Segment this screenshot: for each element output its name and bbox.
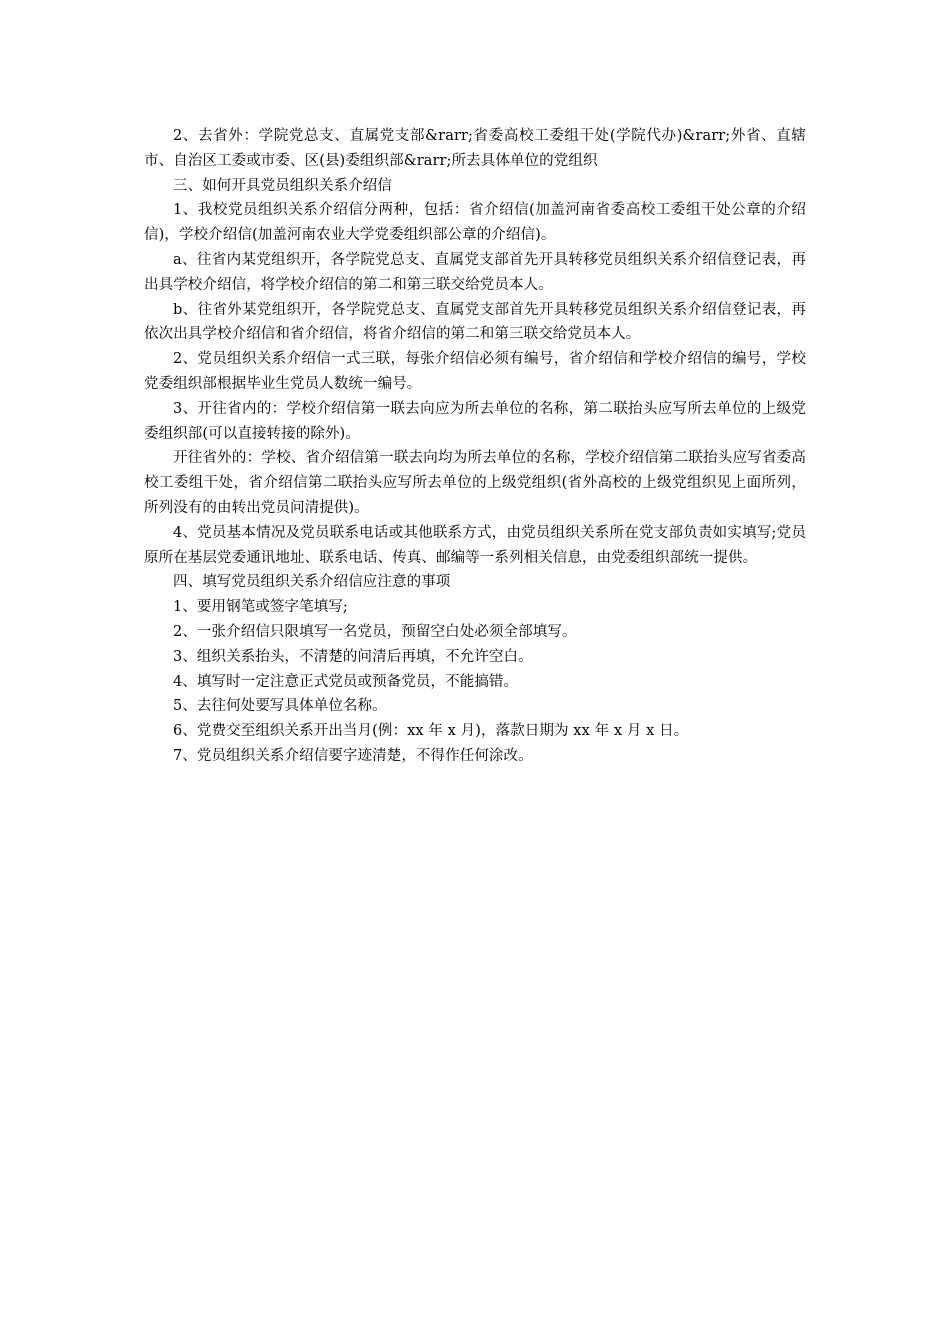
paragraph-issue-within-province: 3、开往省内的：学校介绍信第一联去向应为所去单位的名称，第二联抬头应写所去单位的上级党委组织部(可以直接转接的除外)。 bbox=[144, 400, 806, 442]
paragraph-contact-info: 4、党员基本情况及党员联系电话或其他联系方式，由党员组织关系所在党支部负责如实填写;党员原所在基层党委通讯地址、联系电话、传真、邮编等一系列相关信息，由党委组织部统一提供。 bbox=[144, 524, 806, 566]
paragraph-within-province: a、往省内某党组织开，各学院党总支、直属党支部首先开具转移党员组织关系介绍信登记表，再出具学校介绍信，将学校介绍信的第二和第三联交给党员本人。 bbox=[144, 251, 806, 293]
list-item-note-5: 5、去往何处要写具体单位名称。 bbox=[173, 698, 387, 715]
list-item-note-2: 2、一张介绍信只限填写一名党员，预留空白处必须全部填写。 bbox=[173, 623, 577, 640]
section-heading-how-to-issue: 三、如何开具党员组织关系介绍信 bbox=[173, 177, 392, 194]
paragraph-triplicate-numbering: 2、党员组织关系介绍信一式三联，每张介绍信必须有编号，省介绍信和学校介绍信的编号，学校党委组织部根据毕业生党员人数统一编号。 bbox=[144, 351, 806, 392]
list-item-note-7: 7、党员组织关系介绍信要字迹清楚，不得作任何涂改。 bbox=[173, 747, 533, 764]
paragraph-letter-types: 1、我校党员组织关系介绍信分两种，包括：省介绍信(加盖河南省委高校工委组干处公章的介绍信)，学校介绍信(加盖河南农业大学党委组织部公章的介绍信)。 bbox=[144, 202, 806, 244]
list-item-note-6: 6、党费交至组织关系开出当月(例：xx 年 x 月)，落款日期为 xx 年 x 月 x 日。 bbox=[173, 723, 689, 740]
paragraph-route-out-of-province: 2、去省外：学院党总支、直属党支部&rarr;省委高校工委组干处(学院代办)&rarr;外省、直辖市、自治区工委或市委、区(县)委组织部&rarr;所去具体单位的党组织 bbox=[144, 128, 806, 169]
list-item-note-1: 1、要用钢笔或签字笔填写; bbox=[173, 599, 348, 616]
list-item-note-4: 4、填写时一定注意正式党员或预备党员，不能搞错。 bbox=[173, 673, 519, 690]
document-body bbox=[144, 124, 806, 769]
paragraph-outside-province: b、往省外某党组织开，各学院党总支、直属党支部首先开具转移党员组织关系介绍信登记表，再依次出具学校介绍信和省介绍信，将省介绍信的第二和第三联交给党员本人。 bbox=[144, 301, 806, 343]
paragraph-issue-outside-province: 开往省外的：学校、省介绍信第一联去向均为所去单位的名称，学校介绍信第二联抬头应写省委高校工委组干处，省介绍信第二联抬头应写所去单位的上级党组织(省外高校的上级党组织见上面所列，所列没有的由转出党员问清提供)。 bbox=[144, 450, 806, 516]
list-item-note-3: 3、组织关系抬头，不清楚的问清后再填，不允许空白。 bbox=[173, 648, 533, 665]
section-heading-notes: 四、填写党员组织关系介绍信应注意的事项 bbox=[173, 574, 451, 591]
